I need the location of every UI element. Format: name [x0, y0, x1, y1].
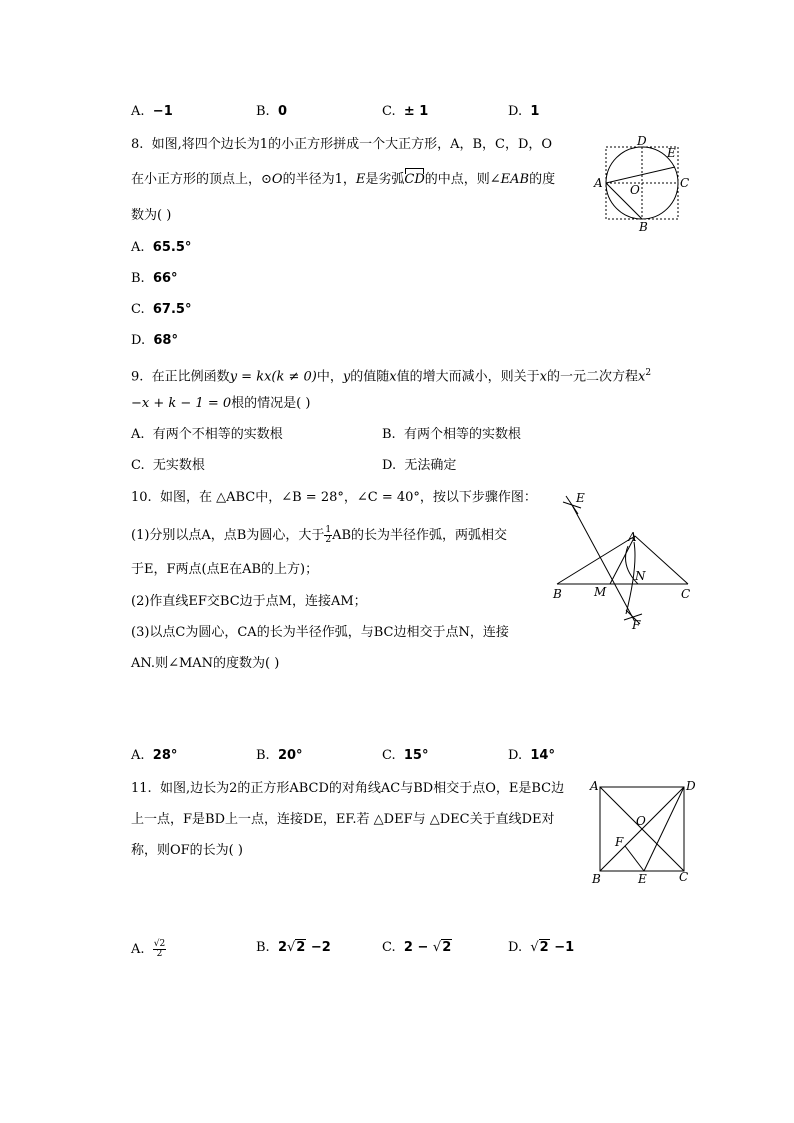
q10-line-3: 于E，F两点(点E在AB的上方)；: [131, 562, 319, 577]
q11-label-e: E: [638, 872, 647, 886]
q8-option-c: C. 67.5°: [131, 302, 192, 317]
q11-label-d: D: [686, 779, 696, 793]
q11-figure: [586, 778, 696, 888]
q11-option-d: D. √2 −1: [508, 940, 575, 955]
q11-label-o: O: [636, 814, 646, 828]
q11-option-c: C. 2 − √2: [382, 940, 452, 955]
q8-line-3: 数为( ): [131, 208, 172, 223]
q8-label-a: A: [594, 176, 603, 190]
q11-label-b: B: [592, 872, 601, 886]
q11-label-f: F: [615, 835, 624, 849]
q10-line-1: 10. 如图，在 △ABC中，∠B = 28°，∠C = 40°，按以下步骤作图：: [131, 490, 537, 505]
q7-option-d: D. 1: [508, 104, 540, 119]
arc-cd: CD: [404, 172, 424, 188]
q9-option-d: D. 无法确定: [382, 458, 457, 473]
q9-line-2: −x + k − 1 = 0根的情况是( ): [131, 396, 311, 411]
q10-option-b: B. 20°: [256, 748, 303, 763]
q7-option-c: C. ± 1: [382, 104, 429, 119]
q8-option-b: B. 66°: [131, 271, 178, 286]
q10-label-c: C: [681, 587, 691, 601]
q10-line-5: (3)以点C为圆心，CA的长为半径作弧，与BC边相交于点N，连接: [131, 625, 509, 640]
q11-label-a: A: [590, 779, 599, 793]
q11-number: 11.: [131, 781, 152, 796]
q10-line-2: (1)分别以点A，点B为圆心，大于 $\frac{1}{2}$ AB的长为半径作弧，两弧相交: [131, 525, 508, 545]
q8-option-d: D. 68°: [131, 333, 178, 348]
q10-option-d: D. 14°: [508, 748, 555, 763]
q10-label-f: F: [632, 618, 641, 632]
q9-option-a: A. 有两个不相等的实数根: [131, 427, 283, 442]
q11-line-3: 称，则OF的长为( ): [131, 843, 243, 858]
q10-label-e: E: [576, 491, 585, 505]
q8-label-b: B: [639, 220, 648, 234]
q11-line-1: 11. 如图,边长为2的正方形ABCD的对角线AC与BD相交于点O，E是BC边: [131, 781, 565, 796]
q10-number: 10.: [131, 490, 152, 505]
q9-option-c: C. 无实数根: [131, 458, 205, 473]
q9-line-1: 9. 在正比例函数y = kx(k ≠ 0)中，y的值随x值的增大而减小，则关于x的一元二次方程$x^2$: [131, 368, 652, 385]
q9-option-b: B. 有两个相等的实数根: [382, 427, 521, 442]
q10-line-6: AN.则∠MAN的度数为( ): [131, 656, 280, 671]
sqrt-icon: √: [530, 940, 539, 955]
q9-number: 9.: [131, 369, 144, 385]
q11-line-2: 上一点，F是BD上一点，连接DE，EF.若 △DEF与 △DEC关于直线DE对: [131, 812, 555, 827]
q8-number: 8.: [131, 137, 144, 152]
q10-label-n: N: [635, 569, 646, 583]
q7-option-a: A. −1: [131, 104, 173, 119]
fraction-one-half: $\frac{1}{2}$: [325, 525, 332, 545]
q8-line-2: 在小正方形的顶点上，⊙O的半径为1，E是劣弧 CD的中点，则∠EAB的度: [131, 172, 555, 188]
q8-label-c: C: [680, 176, 690, 190]
q11-option-a: A. $\frac{√2}{2}$: [131, 939, 166, 959]
q8-label-o: O: [630, 183, 640, 197]
fraction-sqrt2-over-2: $\frac{√2}{2}$: [153, 939, 166, 959]
sqrt-icon: √: [432, 940, 442, 955]
q8-label-d: D: [637, 134, 647, 148]
q10-line-4: (2)作直线EF交BC边于点M，连接AM；: [131, 594, 367, 609]
q10-label-a: A: [628, 530, 637, 544]
q8-line-1: 8. 如图,将四个边长为1的小正方形拼成一个大正方形，A，B，C，D，O: [131, 137, 553, 152]
q10-option-a: A. 28°: [131, 748, 178, 763]
q10-option-c: C. 15°: [382, 748, 429, 763]
sqrt-icon: √: [287, 940, 296, 955]
q11-label-c: C: [679, 870, 689, 884]
q8-option-a: A. 65.5°: [131, 240, 192, 255]
q10-label-m: M: [594, 585, 607, 599]
q7-option-b: B. 0: [256, 104, 287, 119]
q8-label-e: E: [667, 146, 676, 160]
q11-option-b: B. 2√2 −2: [256, 940, 331, 955]
q8-figure: [596, 136, 696, 236]
q10-label-b: B: [553, 587, 562, 601]
q10-figure: [548, 486, 698, 636]
